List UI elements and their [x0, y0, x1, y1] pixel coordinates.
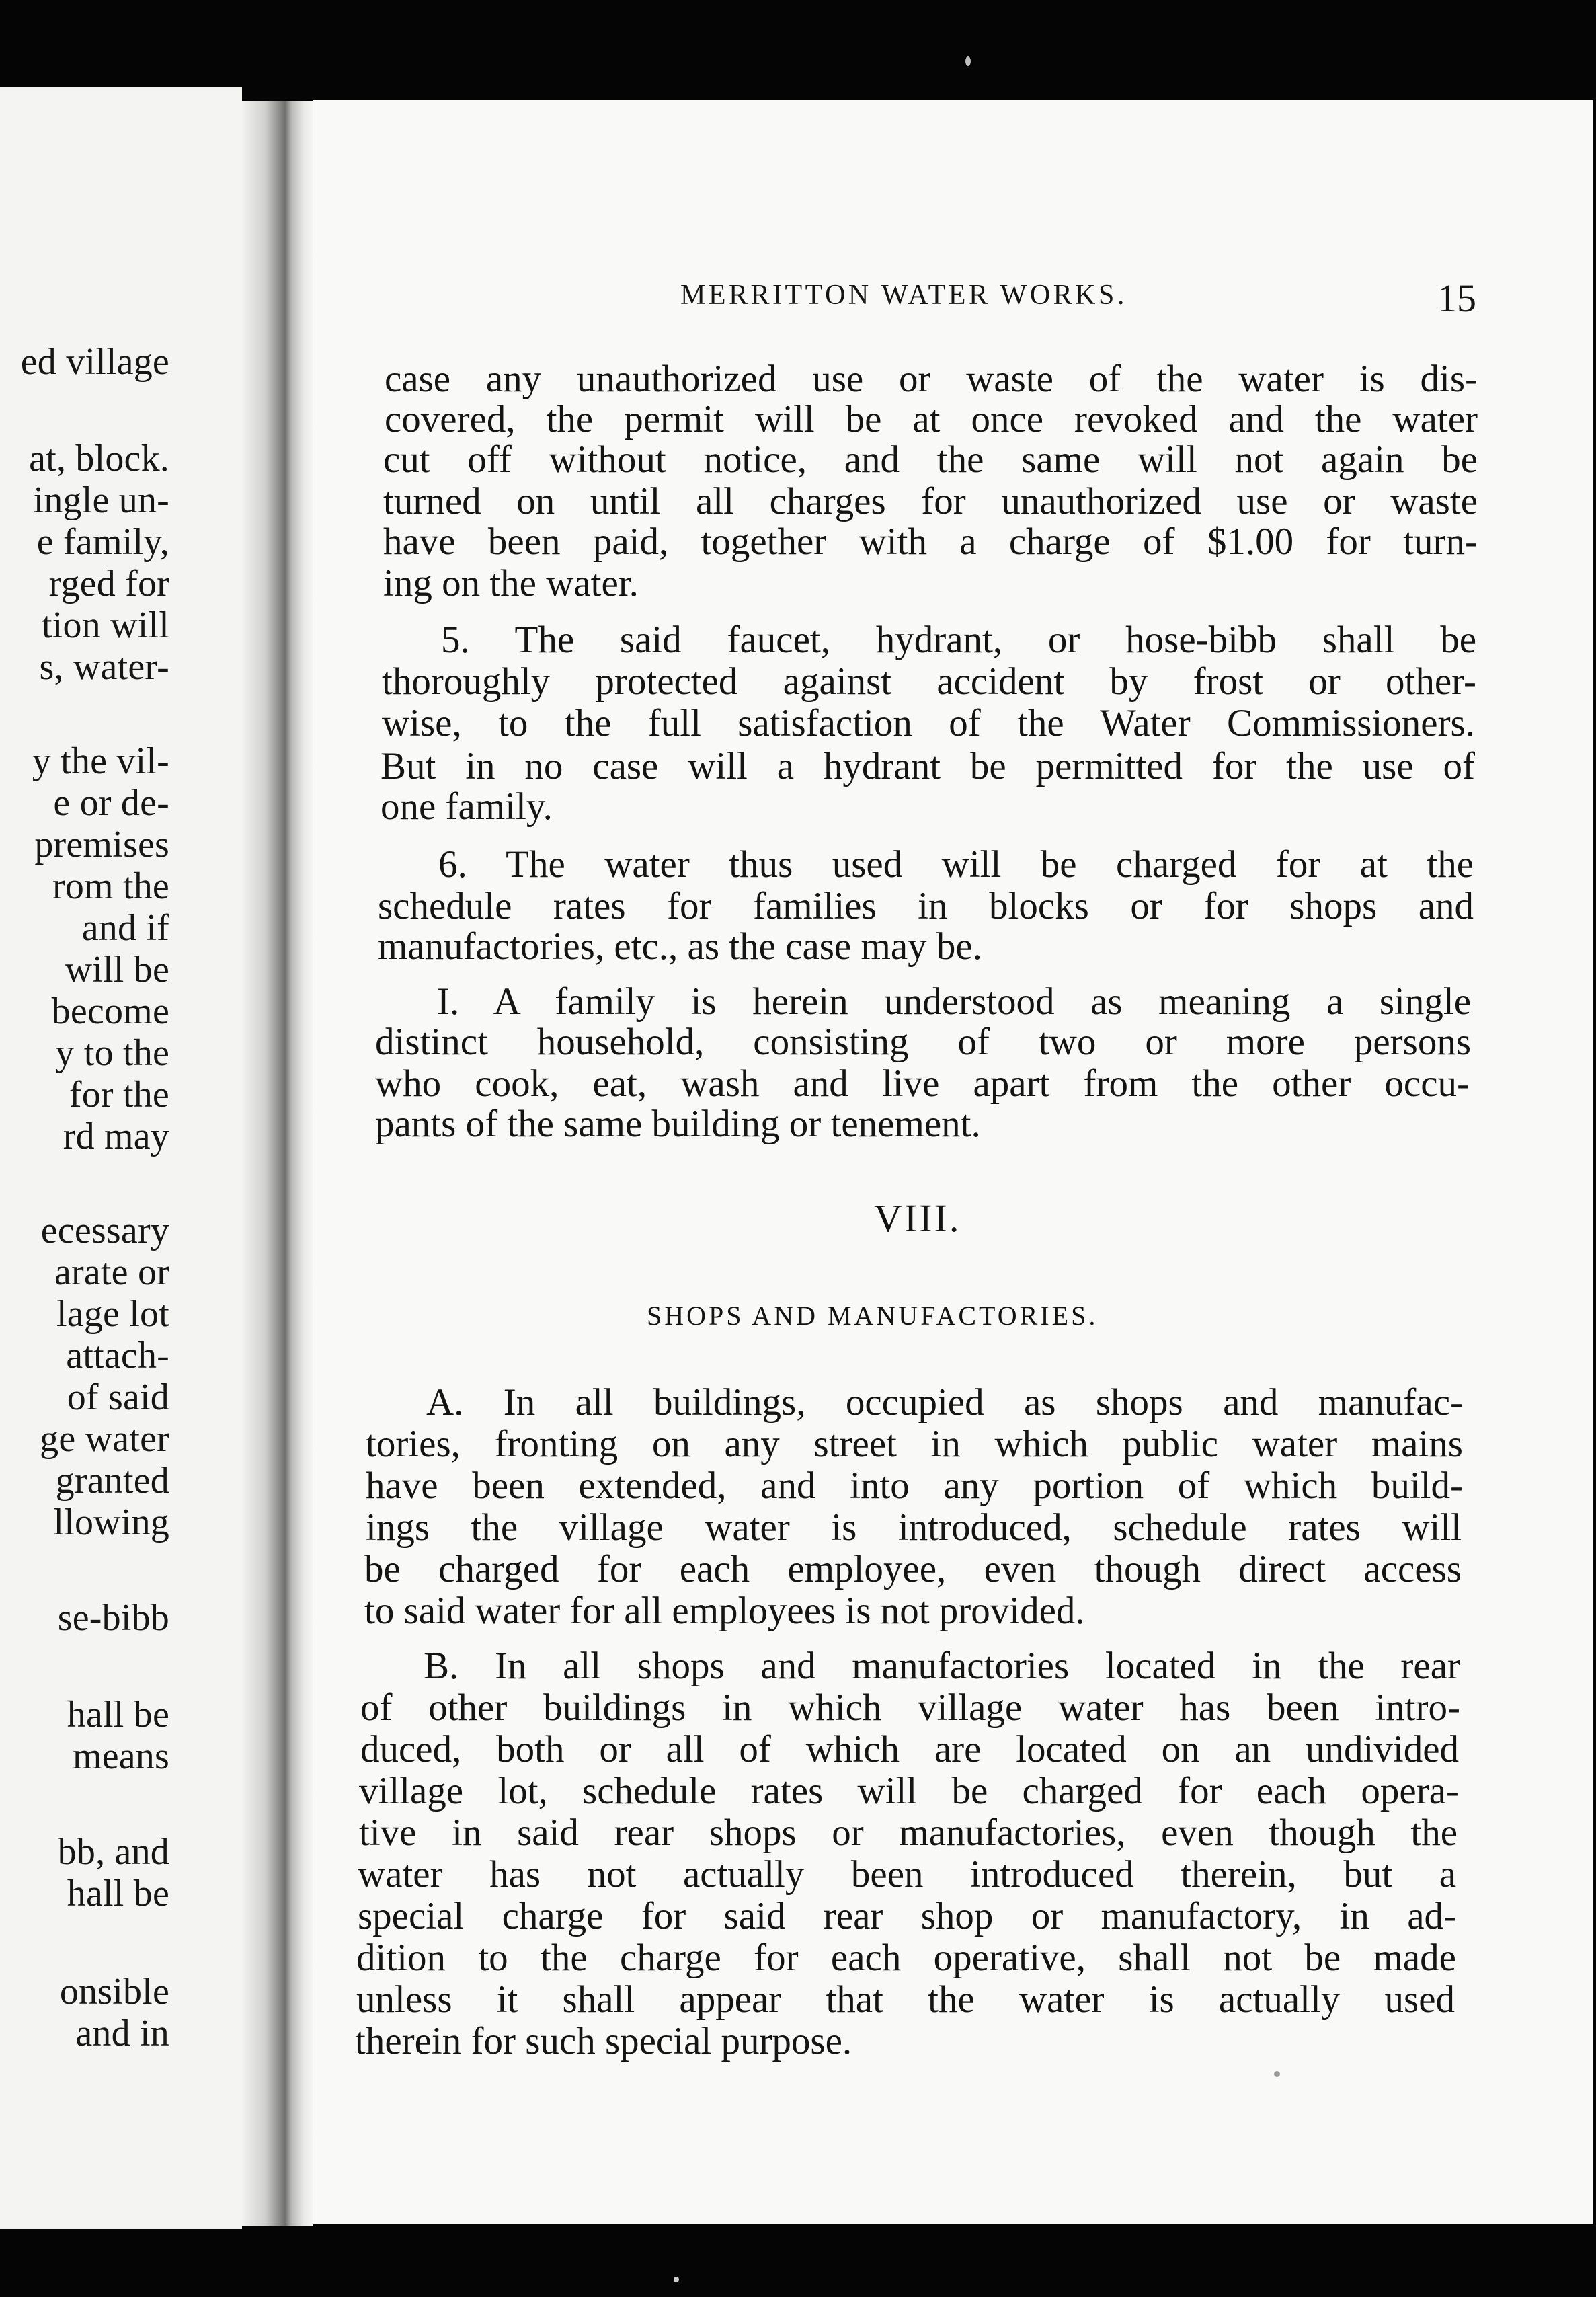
scan-speck — [674, 2277, 679, 2282]
body-line: manufactories, etc., as the case may be. — [378, 925, 982, 968]
book-gutter — [242, 101, 313, 2226]
left-line: and if — [81, 907, 169, 949]
body-line: of other buildings in which village water has been intro- — [360, 1686, 1460, 1729]
left-line: means — [72, 1736, 169, 1777]
body-line: dition to the charge for each operative, shall not be made — [356, 1937, 1456, 1979]
left-line: ed village — [20, 341, 169, 383]
body-line: unless it shall appear that the water is actually used — [356, 1978, 1455, 2021]
left-line: at, block. — [29, 438, 169, 479]
body-line: ing on the water. — [383, 562, 639, 605]
body-line: tive in said rear shops or manufactories, even though the — [359, 1812, 1458, 1854]
body-line: case any unauthorized use or waste of the water is dis- — [385, 358, 1478, 400]
body-line: tories, fronting on any street in which public water mains — [366, 1423, 1463, 1465]
scan-speck — [965, 56, 971, 66]
left-line: hall be — [67, 1873, 169, 1914]
left-line: granted — [55, 1460, 169, 1502]
body-line: ings the village water is introduced, schedule rates will — [366, 1506, 1462, 1549]
body-line: pants of the same building or tenement. — [375, 1103, 981, 1145]
left-line: premises — [34, 824, 169, 865]
body-line: have been paid, together with a charge of $1.00 for turn- — [383, 520, 1478, 563]
body-line: wise, to the full satisfaction of the Water Commissioners. — [382, 702, 1475, 744]
left-line: attach- — [66, 1335, 169, 1376]
body-line: duced, both or all of which are located on an undivided — [360, 1728, 1459, 1770]
left-line: e family, — [36, 521, 169, 563]
left-line: ingle un- — [33, 479, 169, 521]
body-line: covered, the permit will be at once revoked and the water — [385, 398, 1478, 440]
left-line: bb, and — [57, 1831, 169, 1873]
page-number: 15 — [1437, 276, 1476, 320]
body-line: have been extended, and into any portion of which build- — [366, 1465, 1463, 1507]
left-line: rd may — [63, 1116, 169, 1157]
left-line: y to the — [55, 1032, 169, 1074]
left-line: ge water — [40, 1418, 169, 1460]
left-line: llowing — [53, 1502, 169, 1543]
left-line: for the — [69, 1074, 169, 1116]
body-line: water has not actually been introduced therein, but a — [358, 1853, 1456, 1896]
left-line: se-bibb — [57, 1597, 169, 1639]
left-line: hall be — [67, 1694, 169, 1736]
body-line: to said water for all employees is not provided. — [364, 1590, 1085, 1632]
left-line: and in — [75, 2013, 169, 2054]
body-line: therein for such special purpose. — [355, 2020, 852, 2062]
body-line: cut off without notice, and the same will not again be — [383, 438, 1478, 481]
left-line: of said — [67, 1376, 169, 1418]
section-number: VIII. — [874, 1196, 961, 1240]
body-line: village lot, schedule rates will be charged for each opera- — [359, 1770, 1459, 1812]
left-line: rged for — [48, 563, 169, 605]
left-line: y the vil- — [32, 740, 169, 782]
body-line: But in no case will a hydrant be permitted for the use of — [381, 745, 1475, 787]
left-line: s, water- — [39, 646, 169, 688]
body-line: B. In all shops and manufactories located in the rear — [424, 1645, 1460, 1687]
body-line: schedule rates for families in blocks or for shops and — [378, 885, 1474, 927]
body-line: special charge for said rear shop or manufactory, in ad- — [358, 1895, 1456, 1937]
body-line: distinct household, consisting of two or more persons — [375, 1021, 1471, 1063]
left-line: arate or — [54, 1251, 169, 1293]
left-line: ecessary — [40, 1210, 169, 1251]
body-line: be charged for each employee, even though direct access — [364, 1548, 1462, 1590]
body-line: A. In all buildings, occupied as shops and manufac- — [426, 1381, 1463, 1424]
left-line: become — [51, 990, 169, 1032]
body-line: 6. The water thus used will be charged for at the — [438, 843, 1474, 886]
left-line: e or de- — [53, 782, 169, 824]
running-head: MERRITTON WATER WORKS. — [680, 280, 1127, 311]
body-line: one family. — [381, 785, 553, 828]
left-line: onsible — [59, 1971, 169, 2013]
left-line: tion will — [41, 605, 169, 646]
left-line: lage lot — [56, 1293, 169, 1335]
left-line: rom the — [52, 865, 169, 907]
body-line: I. A family is herein understood as meaning a single — [437, 980, 1471, 1023]
facing-page-left — [0, 87, 242, 2229]
body-line: thoroughly protected against accident by frost or other- — [382, 660, 1476, 703]
section-title: SHOPS AND MANUFACTORIES. — [647, 1300, 1099, 1331]
body-line: turned on until all charges for unauthorized use or waste — [383, 480, 1478, 522]
left-line: will be — [65, 949, 169, 990]
scan-speck — [1274, 2071, 1280, 2077]
body-line: who cook, eat, wash and live apart from the other occu- — [375, 1062, 1470, 1105]
body-line: 5. The said faucet, hydrant, or hose-bibb shall be — [441, 619, 1476, 661]
